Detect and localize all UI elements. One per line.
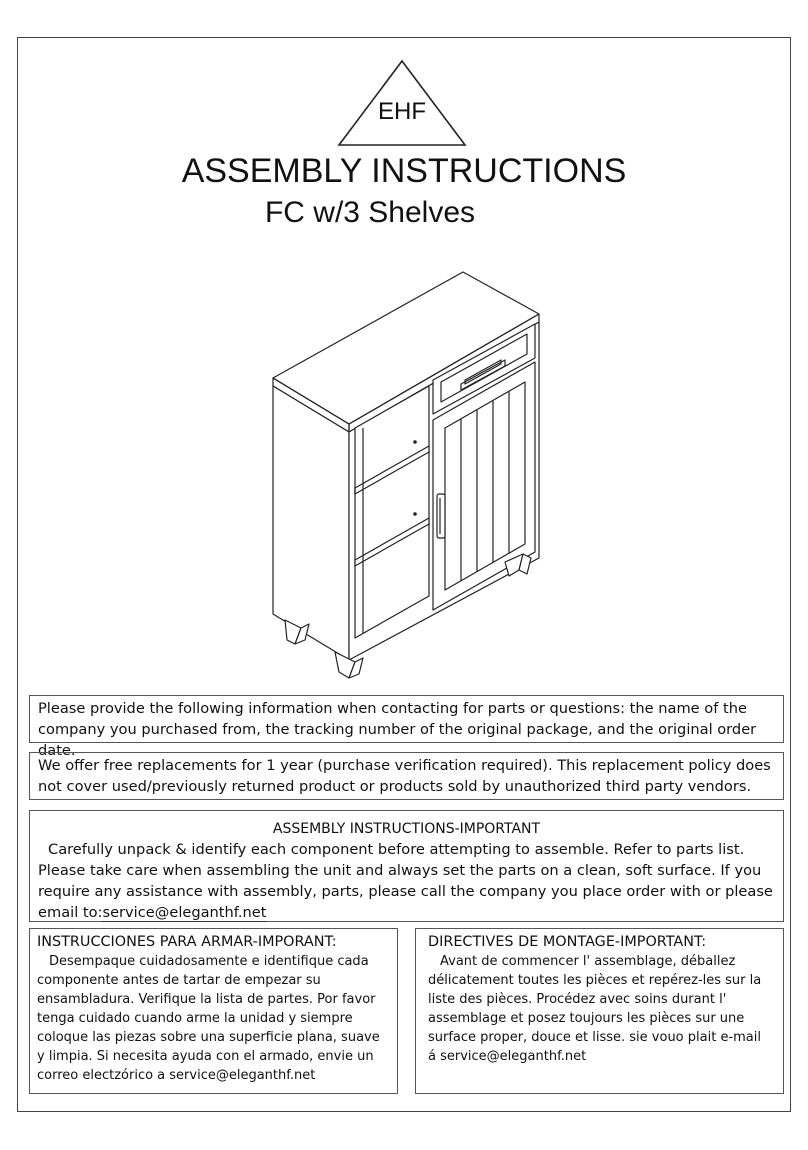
important-instructions-box xyxy=(29,810,784,922)
contact-info-box xyxy=(29,695,784,759)
logo-text: EHF xyxy=(378,98,426,125)
spanish-body: Desempaque cuidadosamente e identifique cada componente antes de tartar de empezar su ensambladura. Verifique la lista de partes. Por favor tenga cuidado cuando arme la unidad y siempre coloque las piezas sobre una superficie plana, suave y limpia. Si necesita ayuda con el armado, envie un correo electzórico a service@eleganthf.net xyxy=(37,954,380,1083)
important-heading: ASSEMBLY INSTRUCTIONS-IMPORTANT xyxy=(272,821,541,837)
french-heading: DIRECTIVES DE MONTAGE-IMPORTANT: xyxy=(428,934,707,950)
replacement-policy-text: We offer free replacements for 1 year (purchase verification required). This replacement policy does not cover used/previously returned product or products sold by unauthorized third party vendors. xyxy=(38,757,771,795)
cabinet-illustration-icon xyxy=(265,268,545,688)
spanish-instructions-box xyxy=(29,928,398,1094)
spanish-heading: INSTRUCCIONES PARA ARMAR-IMPORANT: xyxy=(37,934,337,950)
french-instructions-box xyxy=(415,928,784,1094)
important-body-text: Carefully unpack & identify each component before attempting to assemble. Refer to parts list. Please take care when assembling the unit and always set the parts on a clean, soft surface. If you require any assistance with assembly, parts, please call the company you place order with or please email to: xyxy=(38,841,773,921)
replacement-policy-box xyxy=(29,752,784,800)
important-body xyxy=(38,839,775,923)
french-body: Avant de commencer l' assemblage, déballez délicatement toutes les pièces et repérez-les sur la liste des pièces. Procédez avec soins durant l' assemblage et posez toujours les pièces sur une surface proper, douce et lisse. sie vouo plait e-mail á service@eleganthf.net xyxy=(428,954,762,1064)
email-link[interactable]: service@eleganthf.net xyxy=(102,904,267,921)
contact-info-text: Please provide the following information when contacting for parts or questions: the name of the company you purchased from, the tracking number of the original package, and the original order date. xyxy=(38,700,757,759)
page-title: ASSEMBLY INSTRUCTIONS xyxy=(181,152,627,190)
page-subtitle: FC w/3 Shelves xyxy=(264,196,476,229)
